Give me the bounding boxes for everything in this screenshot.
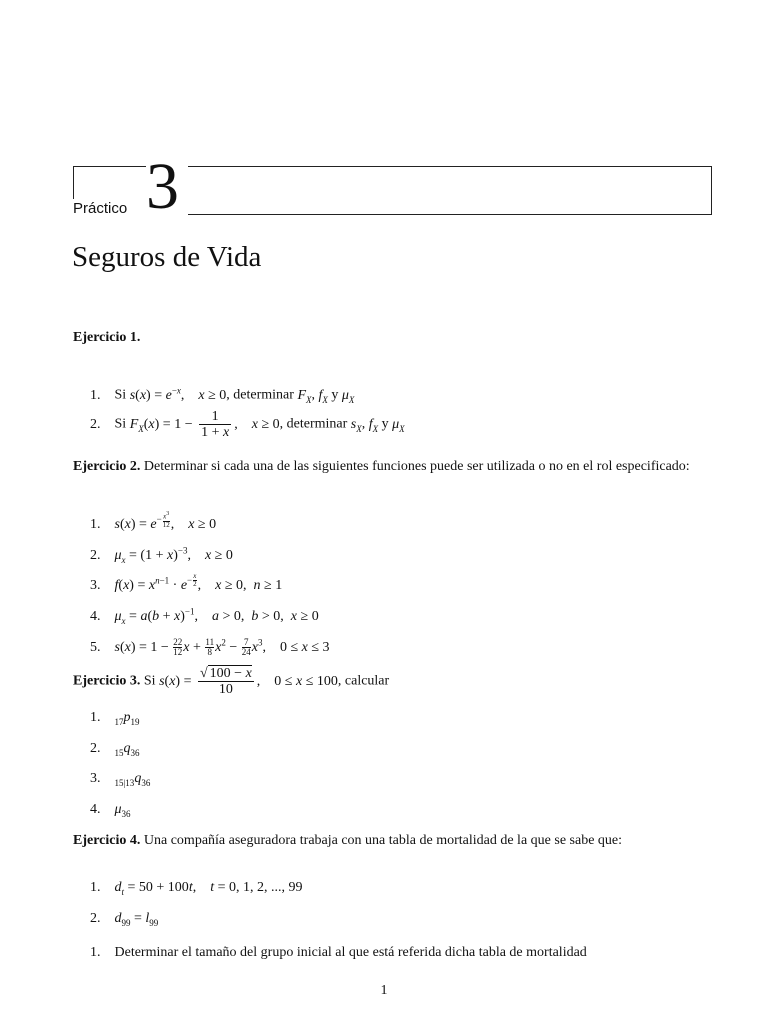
ej2-item-5	[90, 633, 330, 657]
item-number: 2.	[90, 416, 101, 432]
page-number: 1	[380, 983, 388, 998]
item-number: 1.	[90, 880, 101, 895]
ej2-item-1	[90, 510, 216, 534]
chapter-label: Práctico	[73, 200, 128, 217]
ej4-question-1	[90, 944, 587, 962]
formula: s(x) = $\frac{√ 100 - x}{10}$ , 0 ≤ x ≤ 100	[159, 666, 338, 697]
ej3-item-3	[90, 770, 150, 792]
formula: $F_X(x) = 1$ − $\frac{1}{1 + x}$ , x ≥ 0	[129, 409, 280, 440]
formula: $d_{99} = l_{99}$	[114, 911, 159, 928]
ej3-text: , calcular	[337, 673, 390, 689]
ej3-heading: Ejercicio 3.	[73, 673, 141, 689]
item-number: 3.	[90, 771, 101, 786]
formula: $_{15}q_{36}$	[114, 741, 140, 758]
ej3-prefix: Si	[143, 673, 156, 689]
formula: $\mu_x = (1 + x)^{-3}$, x ≥ 0	[114, 545, 233, 565]
formula: $\mu_{36}$	[114, 802, 131, 819]
ej2-item-3	[90, 571, 282, 595]
ej1-item-1	[90, 381, 354, 408]
ej2-intro	[73, 458, 715, 476]
ej2-item-2	[90, 541, 233, 568]
item-number: 2.	[90, 741, 101, 756]
question-text: Determinar el tamaño del grupo inicial al que está referida dicha tabla de mortalidad	[114, 945, 587, 960]
item-prefix: Si	[114, 416, 127, 432]
item-text: , determinar	[279, 416, 348, 432]
formula: $s(x) = e^{- \frac{x^3}{12}}$ , x ≥ 0	[114, 511, 217, 532]
ej3-item-1	[90, 709, 140, 731]
formula: $_{15|13}q_{36}$	[114, 771, 151, 788]
item-number: 5.	[90, 639, 101, 655]
item-prefix: Si	[114, 387, 127, 403]
ej1-item-2	[90, 409, 405, 440]
item-number: 1.	[90, 387, 101, 403]
formula: $\mu_x = a(b + x)^{-1}$, a > 0, b > 0, x ≥ 0	[114, 606, 319, 626]
formula: s(x) = 1 − $\frac{22}{12}$ x + $\frac{11}{8}$ $x^2$ − $\frac{7}{24}$ $x^3$, 0 ≤ x ≤ 3	[114, 636, 330, 657]
ej4-item-1	[90, 879, 303, 901]
ej1-heading: Ejercicio 1.	[73, 330, 141, 345]
ej2-item-4	[90, 602, 319, 629]
ej4-heading: Ejercicio 4.	[73, 833, 141, 848]
item-number: 2.	[90, 547, 101, 563]
ej3-item-2	[90, 740, 140, 762]
ej2-text: Determinar si cada una de las siguientes funciones puede ser utilizada o no en el rol especificado:	[143, 459, 690, 474]
formula: $f(x) = x^{n-1} \cdot e^{- \frac{x}{2}}$ , x ≥ 0, n ≥ 1	[114, 572, 283, 593]
item-number: 1.	[90, 710, 101, 725]
ej3-intro	[73, 666, 715, 697]
chapter-number: 3	[146, 150, 179, 223]
item-number: 4.	[90, 802, 101, 817]
formula: $_{17}p_{19}$	[114, 710, 140, 727]
chapter-frame-left	[73, 166, 146, 199]
ej4-text: Una compañía aseguradora trabaja con una tabla de mortalidad de la que se sabe que:	[143, 833, 623, 848]
chapter-title: Seguros de Vida	[72, 241, 262, 273]
item-number: 2.	[90, 911, 101, 926]
ej4-intro	[73, 832, 715, 850]
item-number: 4.	[90, 608, 101, 624]
chapter-frame-right	[188, 166, 712, 215]
item-number: 1.	[90, 516, 101, 532]
item-text: , determinar	[226, 387, 294, 403]
formula: $d_t = 50 + 100t$, t = 0, 1, 2, ..., 99	[114, 880, 303, 897]
formula: $s(x) = e^{-x}$, x ≥ 0	[129, 385, 227, 403]
item-number: 1.	[90, 945, 101, 960]
ej4-item-2	[90, 910, 158, 932]
ej3-item-4	[90, 801, 131, 823]
item-number: 3.	[90, 577, 101, 593]
formula: $F_X$, $f_X$ y $\mu_X$	[297, 387, 355, 405]
ej2-heading: Ejercicio 2.	[73, 459, 141, 474]
formula: $s_X$, $f_X$ y $\mu_X$	[350, 416, 405, 434]
